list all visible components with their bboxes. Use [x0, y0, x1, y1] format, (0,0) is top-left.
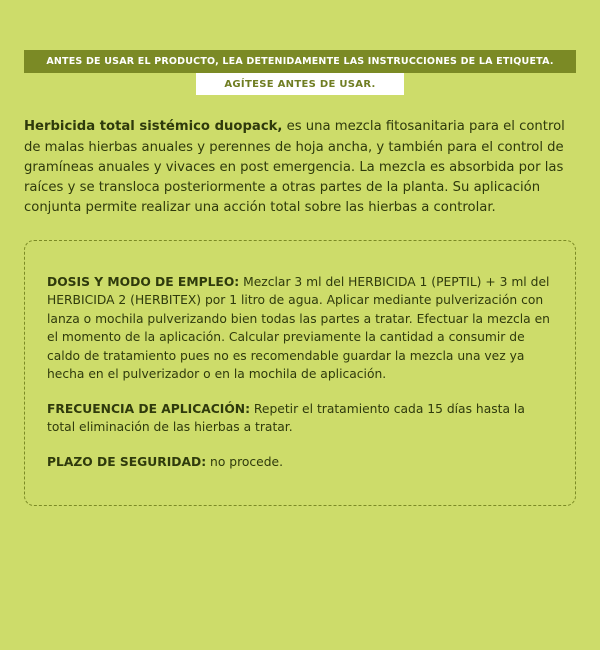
intro-lead: Herbicida total sistémico duopack, — [24, 119, 283, 135]
section-dosage — [47, 273, 553, 384]
section-dosage-title: DOSIS Y MODO DE EMPLEO: — [47, 275, 240, 290]
shake-banner-wrap — [24, 73, 576, 95]
section-safety-title: PLAZO DE SEGURIDAD: — [47, 454, 207, 469]
label-page — [0, 50, 600, 650]
section-frequency-title: FRECUENCIA DE APLICACIÓN: — [47, 401, 251, 416]
section-safety-text: no procede. — [206, 454, 283, 469]
section-frequency — [47, 400, 553, 437]
instructions-box — [24, 240, 576, 507]
intro-paragraph — [24, 117, 576, 217]
shake-banner: AGÍTESE ANTES DE USAR. — [196, 73, 403, 95]
section-safety — [47, 453, 553, 471]
intro-text: es una mezcla fitosanitaria para el control de malas hierbas anuales y perennes de hoja ancha, y también para el control de gramíneas anuales y vivaces en post emergencia. La mezcla es absorbida por las raíces y se transloca posteriormente a otras partes de la planta. Su aplicación conjunta permite realizar una acción total sobre las hierbas a controlar. — [24, 119, 565, 215]
warning-banner: ANTES DE USAR EL PRODUCTO, LEA DETENIDAMENTE LAS INSTRUCCIONES DE LA ETIQUETA. — [24, 50, 576, 73]
section-frequency-text: Repetir el tratamiento cada 15 días hasta la total eliminación de las hierbas a tratar. — [47, 401, 525, 435]
section-dosage-text: Mezclar 3 ml del HERBICIDA 1 (PEPTIL) + 3 ml del HERBICIDA 2 (HERBITEX) por 1 litro de agua. Aplicar mediante pulverización con lanza o mochila pulverizando bien todas las partes a tratar. Efectuar la mezcla en el momento de la aplicación. Calcular previamente la cantidad a consumir de caldo de tratamiento pues no es recomendable guardar la mezcla una vez ya hecha en el pulverizador o en la mochila de aplicación. — [47, 275, 550, 382]
